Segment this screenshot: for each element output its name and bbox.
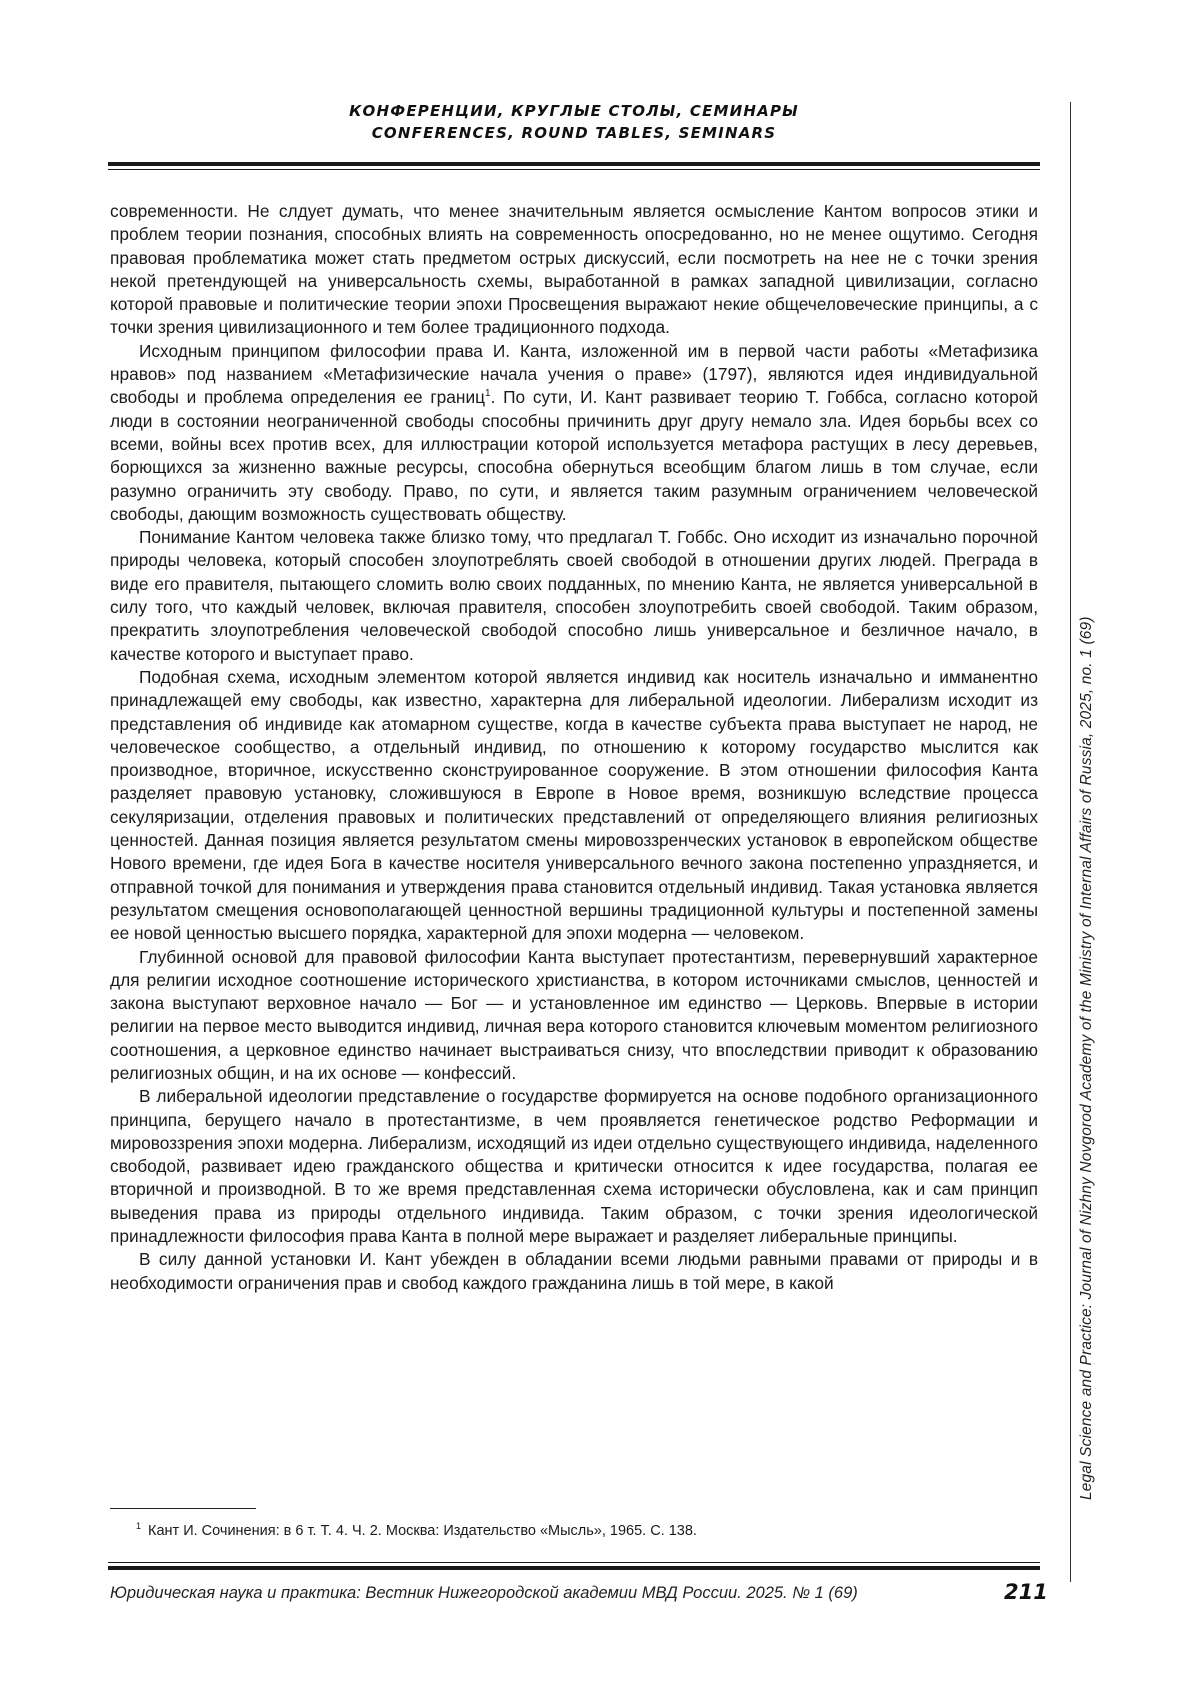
footnote-text: Кант И. Сочинения: в 6 т. Т. 4. Ч. 2. Москва: Издательство «Мысль», 1965. С. 138. — [148, 1522, 697, 1539]
header-rule-thin — [108, 169, 1040, 170]
running-header — [110, 100, 1038, 144]
page-number: 211 — [1004, 1580, 1048, 1604]
header-rule-thick — [108, 162, 1040, 166]
footnote-number: 1 — [136, 1521, 142, 1531]
side-journal-banner: Legal Science and Practice: Journal of Nizhny Novgorod Academy of the Ministry of Internal Affairs of Russia, 2025, no. 1 (69) — [1078, 616, 1095, 1500]
paragraph: современности. Не слдует думать, что менее значительным является осмысление Кантом вопросов этики и проблем теории познания, способных влиять на современность опосредованно, но не менее ощутимо. Сегодня правовая проблематика может стать предметом острых дискуссий, если посмотреть на нее не с точки зрения некой претендующей на универсальность схемы, выработанной в рамках западной цивилизации, согласно которой правовые и политические теории эпохи Просвещения выражают некие общечеловеческие принципы, а с точки зрения цивилизационного и тем более традиционного подхода. — [110, 201, 1038, 338]
side-divider-line — [1070, 102, 1071, 1582]
paragraph-text-continued: . По сути, И. Кант развивает теорию Т. Гоббса, согласно которой люди в состоянии неограниченной свободы способны причинить друг другу немало зла. Идея борьбы всех со всеми, войны всех против всех, для иллюстрации которой используется метафора растущих в лесу деревьев, борющихся за жизненно важные ресурсы, способна обернуться всеобщим благом лишь в том случае, если разумно ограничить эту свободу. Право, по сути, и является таким разумным ограничением человеческой свободы, дающим возможность существовать обществу. — [110, 387, 1038, 524]
footer-journal-title: Юридическая наука и практика: Вестник Нижегородской академии МВД России. 2025. № 1 (69) — [110, 1584, 858, 1602]
footnote-marker: 1 — [485, 388, 491, 400]
paragraph: Глубинной основой для правовой философии Канта выступает протестантизм, перевернувший характерное для религии исходное соотношение исторического христианства, в котором источниками смыслов, ценностей и закона выступают верховное начало — Бог — и установленное им единство — Церковь. Впервые в истории религии на первое место выводится индивид, личная вера которого становится ключевым моментом религиозного соотношения, а церковное единство начинает выстраиваться снизу, что впоследствии приводит к образованию религиозных общин, и на их основе — конфессий. — [110, 946, 1038, 1083]
footnote — [136, 1516, 1036, 1541]
paragraph: В силу данной установки И. Кант убежден в обладании всеми людьми равными правами от природы и в необходимости ограничения прав и свобод каждого гражданина лишь в той мере, в какой — [110, 1249, 1038, 1293]
section-title-ru: КОНФЕРЕНЦИИ, КРУГЛЫЕ СТОЛЫ, СЕМИНАРЫ — [349, 102, 799, 120]
paragraph — [110, 340, 1038, 526]
footer-rule-thick — [108, 1566, 1040, 1570]
section-title-en: CONFERENCES, ROUND TABLES, SEMINARS — [371, 124, 777, 142]
article-body — [110, 200, 1038, 1295]
footer-rule-thin — [108, 1562, 1040, 1563]
paragraph: В либеральной идеологии представление о государстве формируется на основе подобного организационного принципа, берущего начало в протестантизме, в чем проявляется генетическое родство Реформации и мировоззрения эпохи модерна. Либерализм, исходящий из идеи отдельно существующего индивида, наделенного свободой, развивает идею гражданского общества и критически относится к идее государства, полагая ее вторичной и производной. В то же время представленная схема исторически обусловлена, как и сам принцип выведения права из природы отдельного индивида. Таким образом, с точки зрения идеологической принадлежности философия права Канта в полной мере выражает и разделяет либеральные принципы. — [110, 1086, 1038, 1247]
paragraph: Понимание Кантом человека также близко тому, что предлагал Т. Гоббс. Оно исходит из изначально порочной природы человека, который способен злоупотреблять своей свободой в отношении других людей. Преграда в виде его правителя, пытающего сломить волю своих подданных, по мнению Канта, не является универсальной в силу того, что каждый человек, включая правителя, способен злоупотребить своей свободой. Таким образом, прекратить злоупотребления человеческой свободой способно лишь универсальное и безличное начало, в качестве которого и выступает право. — [110, 527, 1038, 664]
paragraph: Подобная схема, исходным элементом которой является индивид как носитель изначально и имманентно принадлежащей ему свободы, как известно, характерна для либеральной идеологии. Либерализм исходит из представления об индивиде как атомарном существе, когда в качестве субъекта права выступает не народ, не человеческое сообщество, а отдельный индивид, по отношению к которому государство мыслится как производное, вторичное, искусственно сконструированное сооружение. В этом отношении философия Канта разделяет правовую установку, сложившуюся в Европе в Новое время, возникшую вследствие процесса секуляризации, отделения правовых и политических представлений от определяющего влияния религиозных ценностей. Данная позиция является результатом смены мировоззренческих установок в европейском обществе Нового времени, где идея Бога в качестве носителя универсального вечного закона постепенно упраздняется, и отправной точкой для понимания и утверждения права становится отдельный индивид. Такая установка является результатом смещения основополагающей ценностной вершины традиционной культуры и постепенной замены ее новой ценностью высшего порядка, характерной для эпохи модерна — человеком. — [110, 666, 1038, 944]
footnote-separator — [110, 1508, 256, 1509]
paragraph-text: Исходным принципом философии права И. Канта, изложенной им в первой части работы «Метафизика нравов» под названием «Метафизические начала учения о праве» (1797), являются идея индивидуальной свободы и проблема определения ее границ — [110, 340, 1038, 408]
